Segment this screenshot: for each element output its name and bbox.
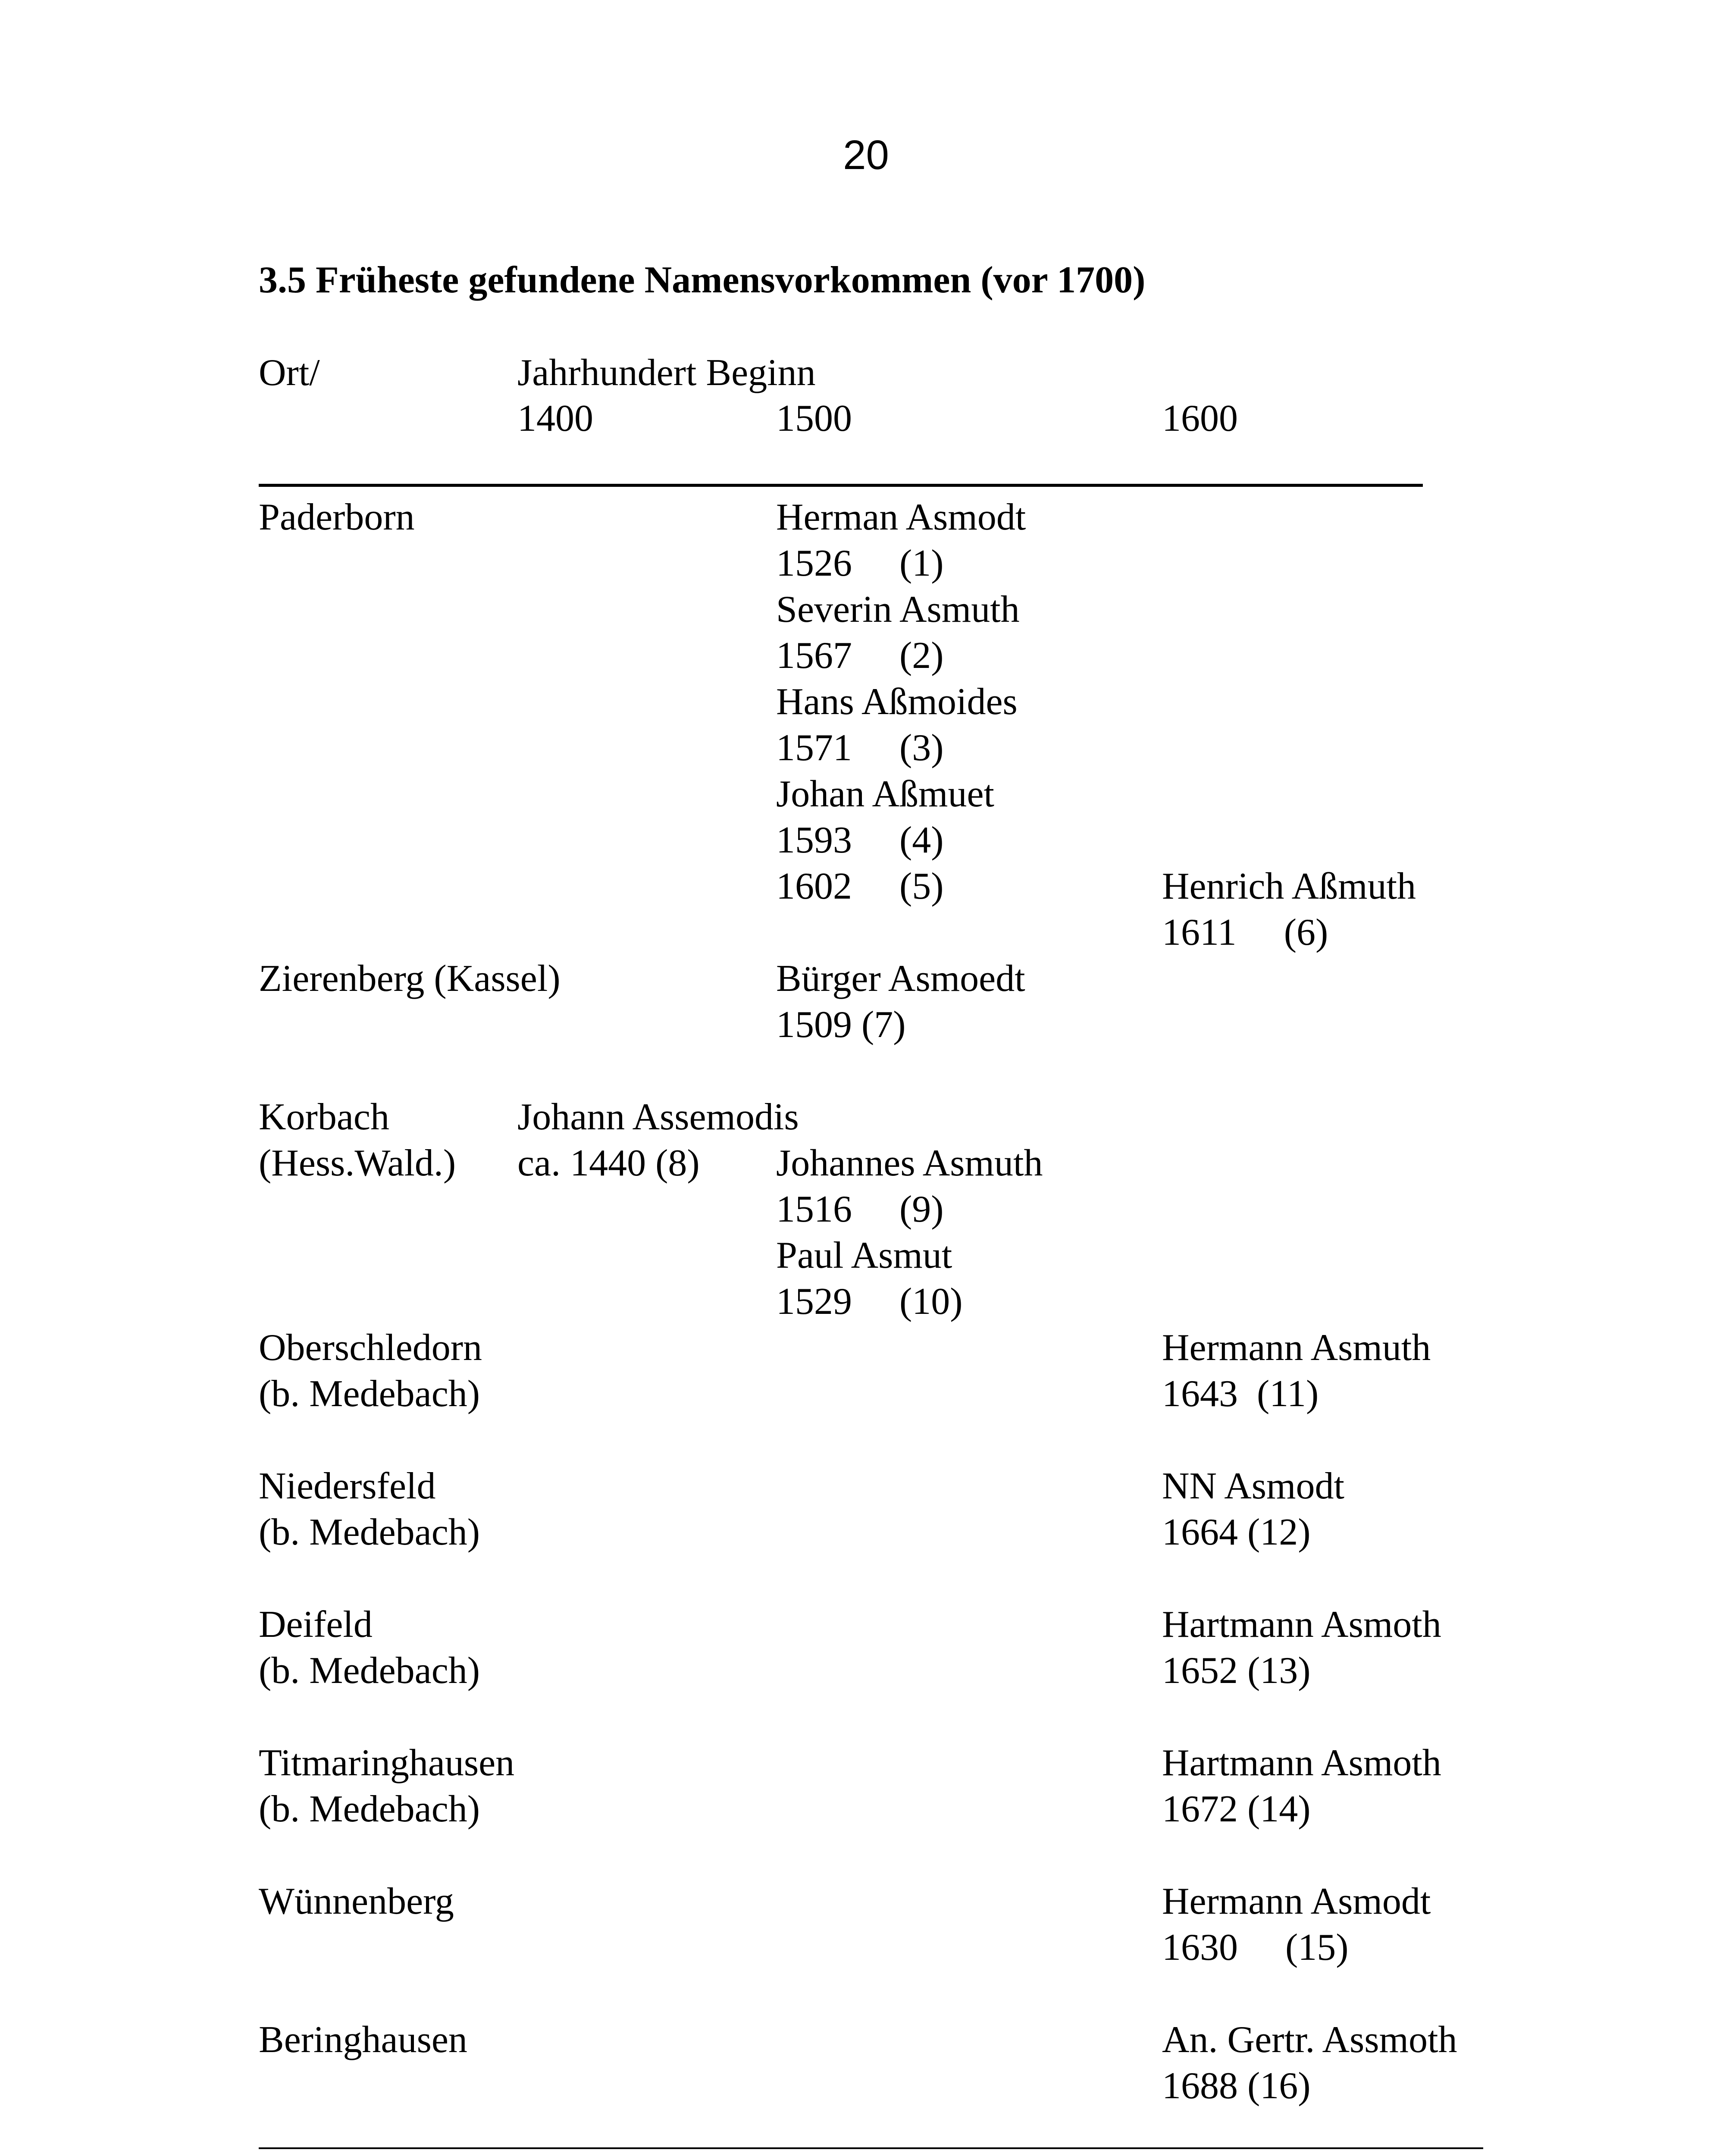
entry-year: 1688 (16)	[1162, 2065, 1311, 2107]
entry-year: 1526 (1)	[776, 542, 944, 584]
entry-name: Herman Asmodt	[776, 496, 1026, 538]
entry-year: 1516 (9)	[776, 1188, 944, 1230]
header-col-1600: 1600	[1162, 398, 1238, 439]
place-name: Paderborn	[259, 496, 415, 538]
place-name: Zierenberg (Kassel)	[259, 958, 561, 1000]
place-region: (Hess.Wald.)	[259, 1142, 456, 1184]
place-name: Titmaringhausen	[259, 1742, 515, 1784]
section-heading: 3.5 Früheste gefundene Namensvorkommen (vor 1700)	[259, 259, 1146, 301]
entry-name: Hermann Asmodt	[1162, 1880, 1431, 1922]
entry-name: Hermann Asmuth	[1162, 1327, 1431, 1369]
place-region: (b. Medebach)	[259, 1511, 480, 1553]
entry-name: Hartmann Asmoth	[1162, 1604, 1441, 1645]
entry-year: 1593 (4)	[776, 819, 944, 861]
entry-year: 1567 (2)	[776, 635, 944, 677]
entry-name: Bürger Asmoedt	[776, 958, 1025, 1000]
entry-year: 1602 (5)	[776, 865, 944, 907]
entry-year: 1652 (13)	[1162, 1650, 1311, 1692]
entry-name: Hans Aßmoides	[776, 681, 1018, 723]
table-bottom-divider	[259, 2147, 1483, 2149]
page-number: 20	[843, 132, 889, 178]
place-name: Wünnenberg	[259, 1880, 454, 1922]
header-divider	[259, 484, 1423, 487]
entry-year: 1643 (11)	[1162, 1373, 1319, 1415]
place-name: Beringhausen	[259, 2019, 467, 2061]
header-place-label: Ort/	[259, 352, 320, 394]
entry-year: 1672 (14)	[1162, 1788, 1311, 1830]
entry-year: 1664 (12)	[1162, 1511, 1311, 1553]
entry-name: Johann Assemodis	[517, 1096, 799, 1138]
entry-year: 1630 (15)	[1162, 1927, 1349, 1968]
entry-year: 1509 (7)	[776, 1004, 906, 1046]
place-name: Oberschledorn	[259, 1327, 482, 1369]
entry-name: Henrich Aßmuth	[1162, 865, 1416, 907]
entry-name: Johan Aßmuet	[776, 773, 994, 815]
place-name: Deifeld	[259, 1604, 373, 1645]
entry-year: 1529 (10)	[776, 1281, 963, 1322]
entry-name: An. Gertr. Assmoth	[1162, 2019, 1457, 2061]
entry-name: Paul Asmut	[776, 1235, 952, 1276]
place-region: (b. Medebach)	[259, 1650, 480, 1692]
place-name: Korbach	[259, 1096, 389, 1138]
entry-name: NN Asmodt	[1162, 1465, 1344, 1507]
place-region: (b. Medebach)	[259, 1788, 480, 1830]
entry-year: 1611 (6)	[1162, 912, 1328, 953]
entry-name: Hartmann Asmoth	[1162, 1742, 1441, 1784]
entry-name: Severin Asmuth	[776, 589, 1020, 630]
entry-name: Johannes Asmuth	[776, 1142, 1043, 1184]
header-col-1400: 1400	[517, 398, 593, 439]
entry-year: ca. 1440 (8)	[517, 1142, 700, 1184]
header-century-label: Jahrhundert Beginn	[517, 352, 816, 394]
place-region: (b. Medebach)	[259, 1373, 480, 1415]
header-col-1500: 1500	[776, 398, 852, 439]
place-name: Niedersfeld	[259, 1465, 436, 1507]
entry-year: 1571 (3)	[776, 727, 944, 769]
